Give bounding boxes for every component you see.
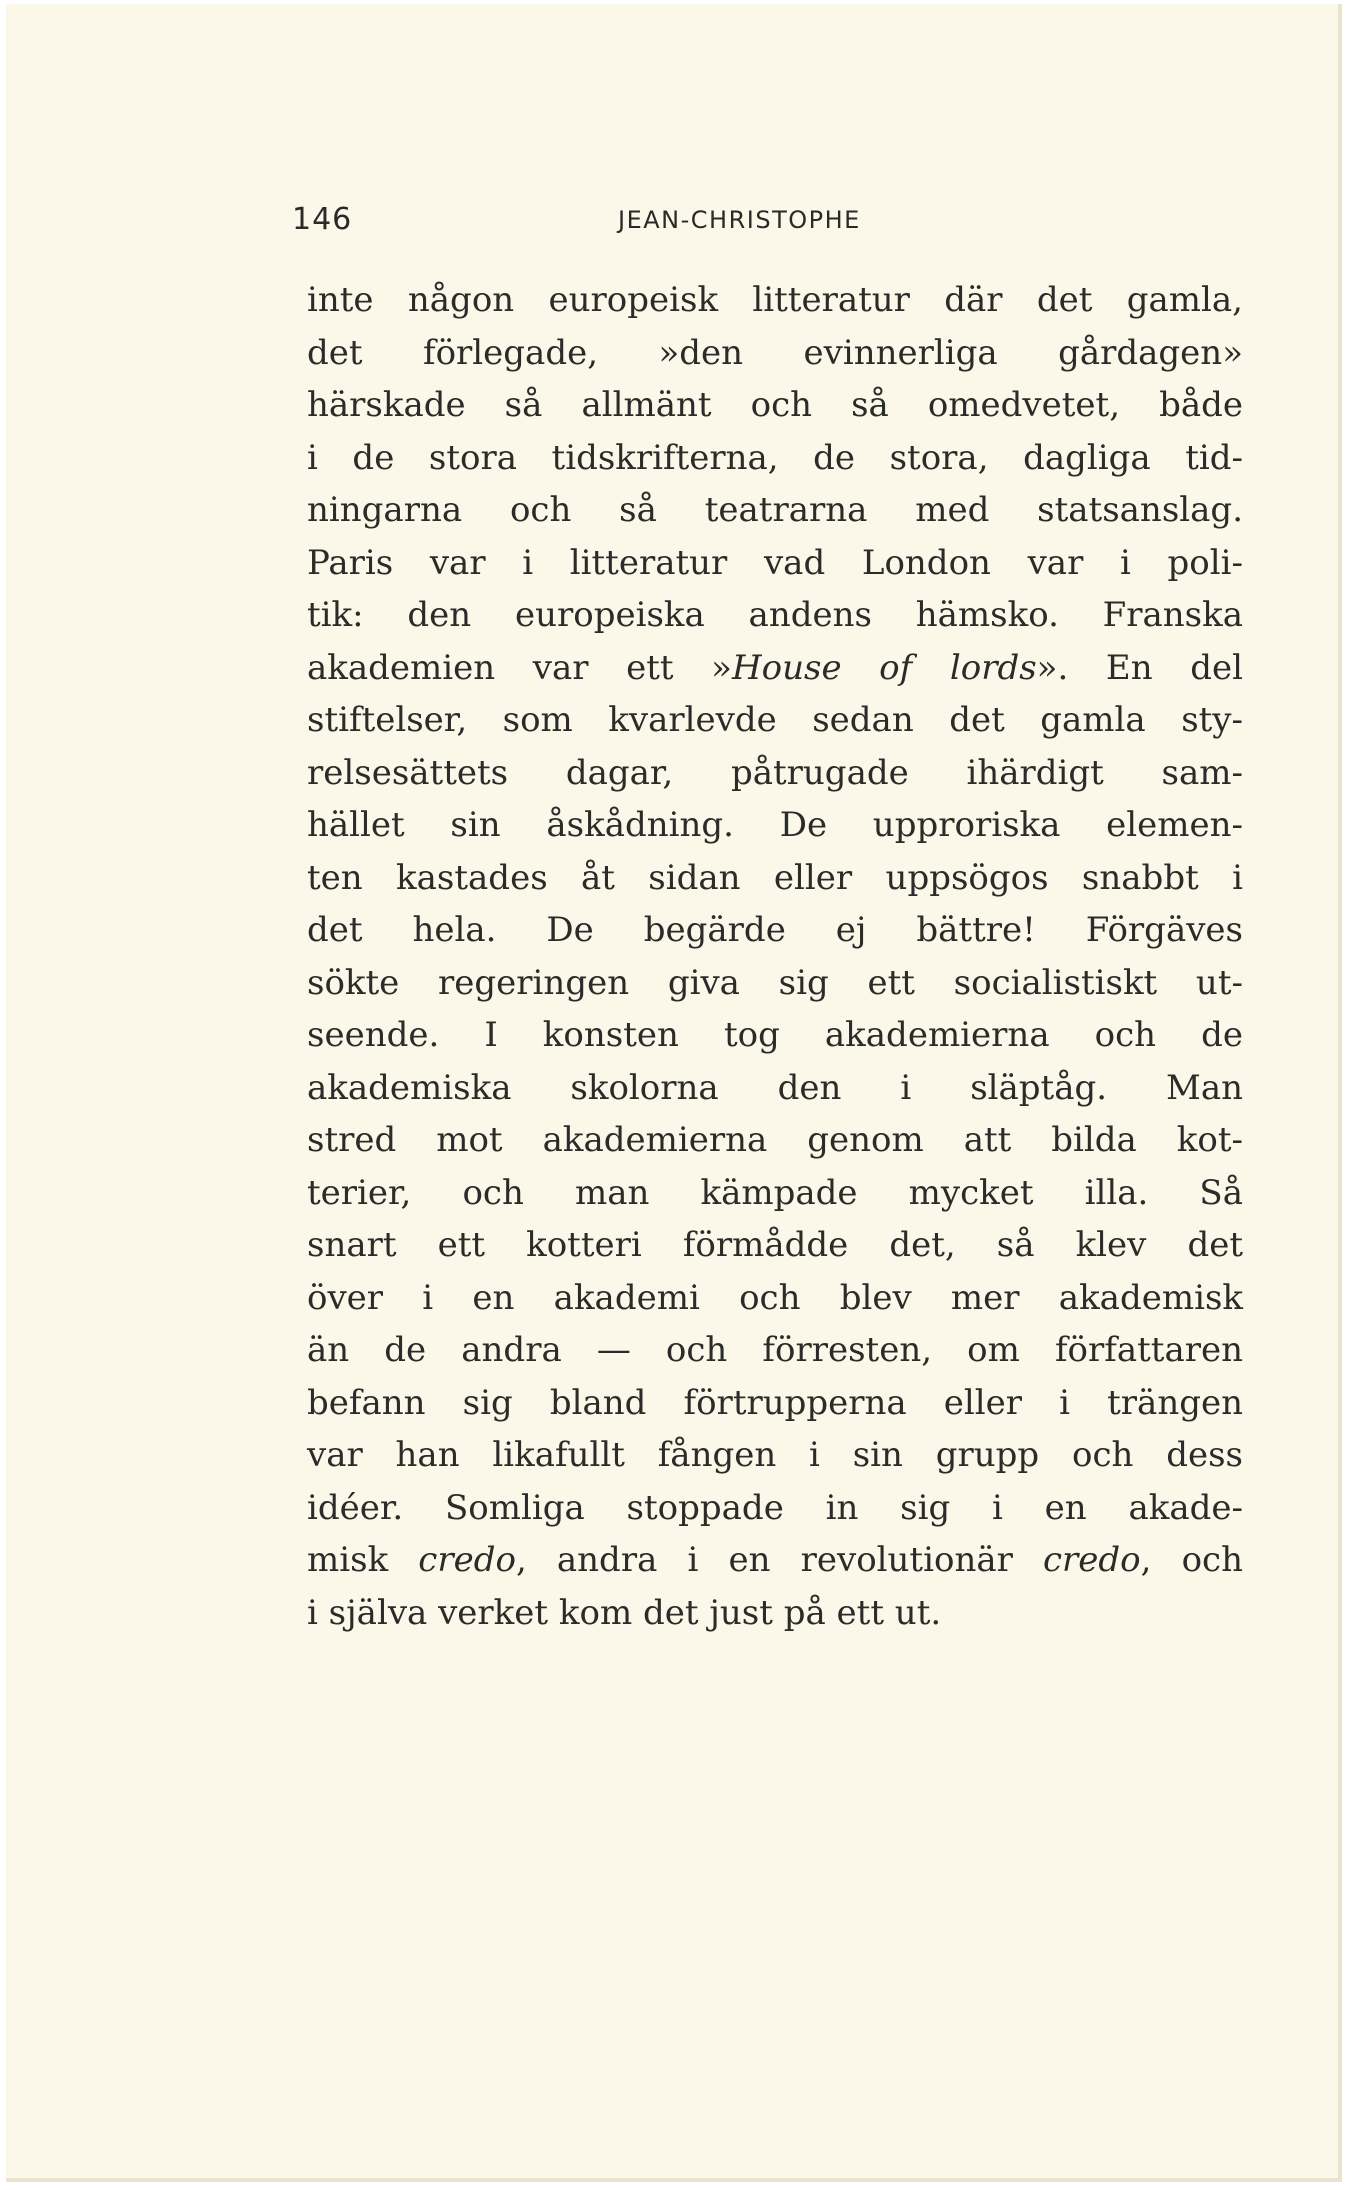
text-line: ningarna och så teatrarna med statsanslag. [307,490,1243,530]
text-line: i de stora tidskrifterna, de stora, dagliga tid- [307,437,1243,478]
text-line: befann sig bland förtrupperna eller i trängen [307,1382,1243,1423]
text-fragment: misk [307,1540,419,1580]
text-line: hället sin åskådning. De upproriska elemen- [307,805,1243,845]
text-line: seende. I konsten tog akademierna och de [307,1015,1243,1055]
running-head: JEAN-CHRISTOPHE [618,206,861,234]
italic-word: credo [1042,1540,1141,1580]
text-line: stiftelser, som kvarlevde sedan det gamla sty- [307,700,1243,740]
text-line-with-italic [307,1534,1243,1587]
text-line: i själva verket kom det just på ett ut. [307,1592,942,1633]
text-fragment: , och [1140,1540,1243,1580]
text-line: härskade så allmänt och så omedvetet, både [307,385,1243,425]
text-fragment: , andra i en revolutionär [515,1540,1043,1580]
text-fragment: ». En del [1036,647,1243,688]
text-line: inte någon europeisk litteratur där det gamla, [307,280,1243,320]
text-line: över i en akademi och blev mer akademisk [307,1277,1243,1318]
text-line: det förlegade, »den evinnerliga gårdagen» [307,332,1243,373]
text-line: tik: den europeiska andens hämsko. Franska [307,595,1243,635]
text-fragment: akademien var ett » [307,647,732,688]
text-line: var han likafullt fången i sin grupp och dess [307,1435,1243,1475]
text-line: stred mot akademierna genom att bilda kot- [307,1120,1243,1160]
text-line: ten kastades åt sidan eller uppsögos snabbt i [307,857,1243,898]
text-line: sökte regeringen giva sig ett socialistiskt ut- [307,962,1243,1003]
text-line: idéer. Somliga stoppade in sig i en akade- [307,1487,1243,1528]
body-text [307,274,1243,1639]
text-line-with-italic [307,642,1243,695]
page-number: 146 [292,202,353,237]
italic-phrase: House of lords [731,647,1037,688]
text-line: terier, och man kämpade mycket illa. Så [307,1172,1243,1213]
book-page [6,4,1342,2182]
text-line: Paris var i litteratur vad London var i poli- [307,542,1243,583]
text-line: akademiska skolorna den i släptåg. Man [307,1067,1243,1108]
italic-word: credo [418,1540,516,1580]
text-line: det hela. De begärde ej bättre! Förgäves [307,910,1243,950]
page-header [6,202,1338,242]
text-line: än de andra — och förresten, om författaren [307,1330,1243,1370]
text-line: relsesättets dagar, påtrugade ihärdigt sam- [307,752,1243,793]
text-line: snart ett kotteri förmådde det, så klev det [307,1225,1243,1265]
